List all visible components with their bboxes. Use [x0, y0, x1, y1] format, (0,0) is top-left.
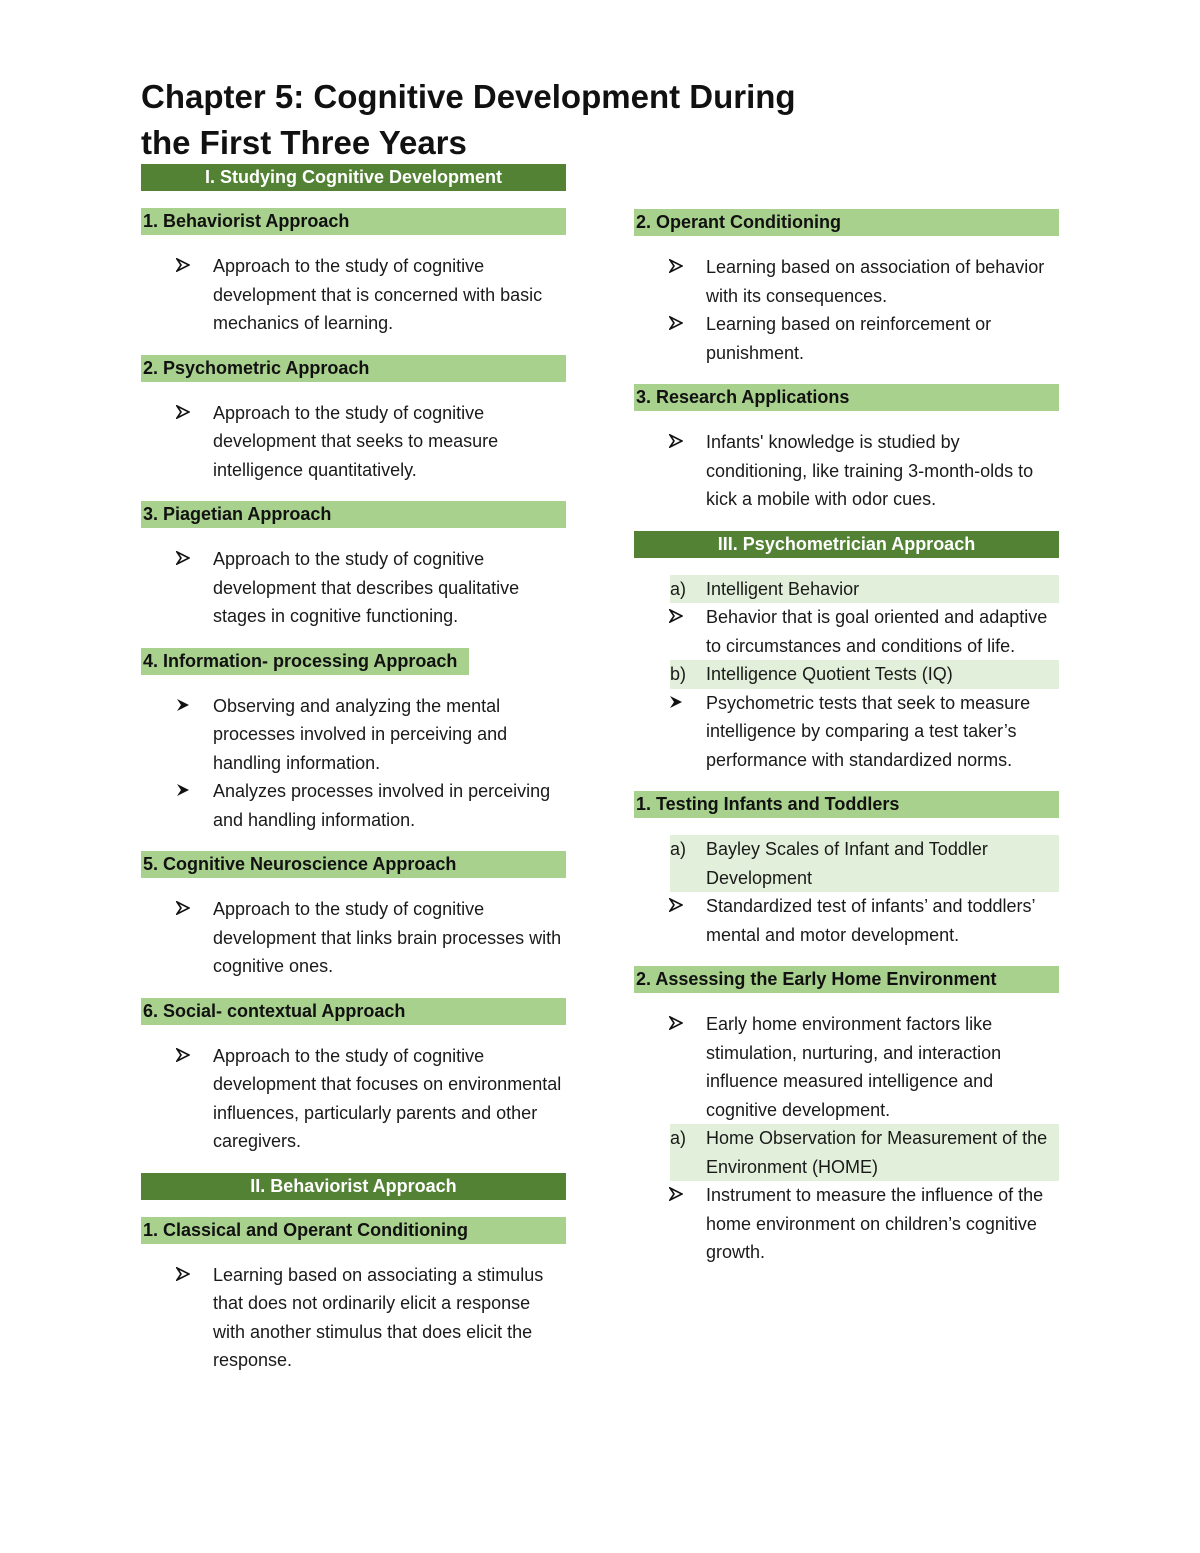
- section-heading: I. Studying Cognitive Development: [141, 164, 566, 191]
- arrow-bullet-icon: [176, 777, 190, 806]
- subsection-heading: 2. Assessing the Early Home Environment: [634, 966, 1059, 993]
- arrow-bullet-icon: [669, 428, 683, 457]
- arrow-bullet-icon: [669, 253, 683, 282]
- list-item-text: Behavior that is goal oriented and adaptive to circumstances and conditions of life.: [706, 607, 1048, 656]
- list-item-text: Approach to the study of cognitive development that focuses on environmental influences, particularly parents and other caregivers.: [213, 1045, 562, 1151]
- list-item-text: Approach to the study of cognitive development that links brain processes with cognitive ones.: [213, 899, 562, 976]
- list-item: [141, 895, 566, 981]
- list-item-text: Learning based on reinforcement or punishment.: [706, 314, 992, 363]
- list-item-text: Analyzes processes involved in perceiving and handling information.: [213, 781, 551, 830]
- list-item: [634, 689, 1059, 775]
- list-item: [634, 1181, 1059, 1267]
- list-item-text: Infants' knowledge is studied by conditioning, like training 3-month-olds to kick a mobile with odor cues.: [706, 432, 1034, 509]
- bullet-list: [141, 895, 566, 981]
- bullet-list: [634, 253, 1059, 367]
- arrow-bullet-icon: [669, 603, 683, 632]
- bullet-list: [141, 252, 566, 338]
- arrow-bullet-icon: [669, 1181, 683, 1210]
- list-letter: b): [670, 664, 687, 684]
- list-item: [141, 1042, 566, 1156]
- bullet-list: [141, 545, 566, 631]
- arrow-bullet-icon: [669, 1010, 683, 1039]
- section-heading: III. Psychometrician Approach: [634, 531, 1059, 558]
- subsection-heading: 2. Psychometric Approach: [141, 355, 566, 382]
- lettered-item: [670, 1124, 1059, 1181]
- list-item-text: Psychometric tests that seek to measure intelligence by comparing a test taker’s performance with standardized norms.: [706, 692, 1031, 770]
- list-item-text: Approach to the study of cognitive development that describes qualitative stages in cognitive functioning.: [213, 549, 520, 626]
- list-item-text: Early home environment factors like stimulation, nurturing, and interaction influence measured intelligence and cognitive development.: [706, 1014, 1002, 1120]
- list-item-text: Standardized test of infants’ and toddlers’ mental and motor development.: [706, 896, 1035, 945]
- list-item: [634, 892, 1059, 949]
- lettered-item: [670, 835, 1059, 892]
- list-item: [634, 310, 1059, 367]
- arrow-bullet-icon: [669, 310, 683, 339]
- list-item: [634, 428, 1059, 514]
- list-item: [141, 399, 566, 485]
- title-line-1: Chapter 5: Cognitive Development During: [141, 78, 796, 115]
- list-item-text: Home Observation for Measurement of the Environment (HOME): [706, 1128, 1048, 1177]
- list-item-text: Learning based on association of behavior with its consequences.: [706, 257, 1045, 306]
- subsection-heading: 3. Research Applications: [634, 384, 1059, 411]
- list-item-text: Intelligent Behavior: [706, 578, 860, 599]
- list-item-text: Approach to the study of cognitive development that is concerned with basic mechanics of learning.: [213, 256, 543, 333]
- lettered-item: [670, 575, 1059, 604]
- bullet-list: [634, 1010, 1059, 1267]
- list-item: [141, 545, 566, 631]
- bullet-list: [634, 575, 1059, 775]
- bullet-list: [141, 399, 566, 485]
- list-letter: a): [670, 1128, 687, 1148]
- list-letter: a): [670, 839, 687, 859]
- list-item: [141, 1261, 566, 1375]
- list-item-text: Intelligence Quotient Tests (IQ): [706, 664, 953, 684]
- arrow-bullet-icon: [176, 399, 190, 428]
- arrow-bullet-icon: [176, 1042, 190, 1071]
- subsection-heading: 5. Cognitive Neuroscience Approach: [141, 851, 566, 878]
- bullet-list: [141, 1042, 566, 1156]
- section-heading: II. Behaviorist Approach: [141, 1173, 566, 1200]
- subsection-heading: 3. Piagetian Approach: [141, 501, 566, 528]
- bullet-list: [634, 428, 1059, 514]
- list-item-text: Approach to the study of cognitive development that seeks to measure intelligence quantitatively.: [213, 402, 499, 480]
- list-item: [634, 253, 1059, 310]
- subsection-heading: 1. Classical and Operant Conditioning: [141, 1217, 566, 1244]
- bullet-list: [141, 692, 566, 835]
- arrow-bullet-icon: [176, 1261, 190, 1290]
- list-item: [141, 777, 566, 834]
- arrow-bullet-icon: [176, 895, 190, 924]
- list-item: [634, 603, 1059, 660]
- lettered-item: [670, 660, 1059, 689]
- right-column: [634, 209, 1059, 1267]
- list-item: [141, 692, 566, 778]
- list-letter: a): [670, 578, 687, 599]
- subsection-heading: 4. Information- processing Approach: [141, 648, 469, 675]
- list-item-text: Learning based on associating a stimulus that does not ordinarily elicit a response with another stimulus that does elicit the response.: [213, 1264, 544, 1370]
- list-item: [141, 252, 566, 338]
- bullet-list: [141, 1261, 566, 1375]
- arrow-bullet-icon: [176, 692, 190, 721]
- bullet-list: [634, 835, 1059, 949]
- list-item-text: Bayley Scales of Infant and Toddler Development: [706, 839, 988, 888]
- arrow-bullet-icon: [669, 689, 683, 718]
- subsection-heading: 2. Operant Conditioning: [634, 209, 1059, 236]
- arrow-bullet-icon: [176, 545, 190, 574]
- list-item-text: Instrument to measure the influence of the home environment on children’s cognitive growth.: [706, 1185, 1044, 1262]
- subsection-heading: 1. Testing Infants and Toddlers: [634, 791, 1059, 818]
- subsection-heading: 1. Behaviorist Approach: [141, 208, 566, 235]
- title-line-2: the First Three Years: [141, 124, 467, 161]
- arrow-bullet-icon: [176, 252, 190, 281]
- list-item: [634, 1010, 1059, 1124]
- list-item-text: Observing and analyzing the mental processes involved in perceiving and handling information.: [213, 695, 508, 773]
- subsection-heading: 6. Social- contextual Approach: [141, 998, 566, 1025]
- left-column: [141, 164, 566, 1375]
- arrow-bullet-icon: [669, 892, 683, 921]
- page-title: [141, 74, 901, 166]
